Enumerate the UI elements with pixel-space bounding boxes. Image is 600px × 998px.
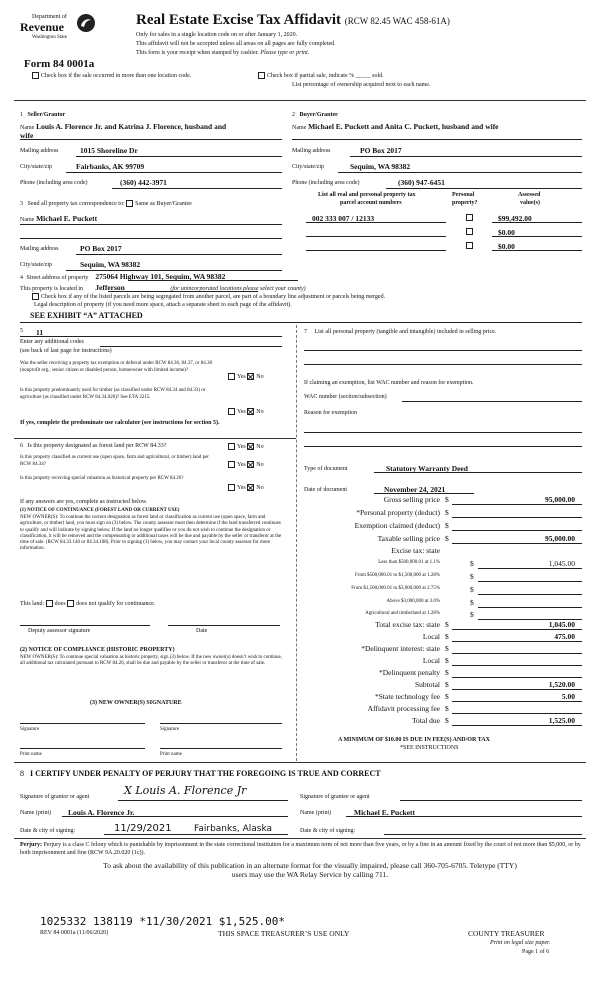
correspondence-row: 3 Send all property tax correspondence to: Same as Buyer/Grantee: [20, 200, 192, 207]
sec6-q2-yes-checkbox[interactable]: [228, 461, 235, 468]
deputy-date-label: Date: [196, 628, 208, 634]
dollar-b5: $: [470, 610, 474, 619]
buyer-heading: 2 Buyer/Grantee: [292, 112, 338, 118]
multi-location-row[interactable]: Check box if the sale occurred in more than one location code.: [32, 72, 191, 79]
subtotal-value[interactable]: 1,520.00: [548, 680, 575, 689]
minimum-due-note: A MINIMUM OF $10.00 IS DUE IN FEE(S) AND/OR TAX: [338, 737, 490, 743]
exemption-label: If claiming an exemption, list WAC number and reason for exemption.: [304, 380, 474, 386]
dept-line2: Revenue: [20, 20, 64, 34]
doc-date[interactable]: November 24, 2021: [384, 485, 446, 494]
corr-city[interactable]: Sequim, WA 98382: [80, 260, 141, 269]
total-excise-label: Total excise tax: state: [375, 620, 440, 629]
notice1-title: (1) NOTICE OF CONTINUANCE (FOREST LAND OR CURRENT USE): [20, 508, 180, 513]
dollar-t4: $: [445, 668, 449, 677]
corr-mailing-label: Mailing address: [20, 246, 59, 252]
taxable-price-value[interactable]: 95,000.00: [545, 534, 575, 543]
segregated-row[interactable]: Check box if any of the listed parcels are being segregated from another parcel, are part of a boundary line adjustment or parcels being merged.: [32, 293, 385, 300]
street-row: 4 Street address of property 275064 Highway 101, Sequim, WA 98382: [20, 272, 226, 281]
does-checkbox[interactable]: [46, 600, 53, 607]
buyer-phone[interactable]: (360) 947-6451: [398, 178, 445, 187]
seller-city-label: City/state/zip: [20, 164, 52, 170]
buyer-city-label: City/state/zip: [292, 164, 324, 170]
title-ref: (RCW 82.45 WAC 458-61A): [344, 16, 450, 26]
delinquent-penalty-label: *Delinquent penalty: [378, 668, 440, 677]
grantee-print-name[interactable]: Michael E. Puckett: [354, 808, 416, 817]
section5-num: 5: [20, 328, 23, 334]
county-row: This property is located in Jefferson (for unincorporated locations please select your county): [20, 283, 306, 292]
seller-phone[interactable]: (360) 442-3971: [120, 178, 167, 187]
delinquent-local-label: Local: [422, 656, 440, 665]
buyer-phone-label: Phone (including area code): [292, 180, 360, 186]
dor-emblem-icon: [76, 13, 96, 33]
see-back-label: (see back of last page for instructions): [20, 348, 112, 354]
dollar-2: $: [445, 508, 449, 517]
notice2-body: NEW OWNER(S): To continue special valuation as historic property, sign (3) below. If the new owner(s) doesn’t wish to continue, all additional tax calculated pursuant to RCW 84.26, shall be due and payable by the seller or transferor at the time of sale.: [20, 655, 282, 667]
form-number: Form 84 0001a: [24, 58, 95, 70]
seller-phone-label: Phone (including area code): [20, 180, 88, 186]
wac-label: WAC number (section/subsection): [304, 394, 387, 400]
grantor-signature[interactable]: X Louis A. Florence Jr: [124, 784, 247, 797]
form-title: [136, 12, 450, 29]
dollar-b1: $: [470, 559, 474, 568]
seller-mailing-label: Mailing address: [20, 148, 59, 154]
sec5-q1-yes-checkbox[interactable]: [228, 373, 235, 380]
gross-price-value[interactable]: 95,000.00: [545, 495, 575, 504]
sec5-q1-no-checkbox[interactable]: [247, 373, 254, 380]
multi-location-checkbox[interactable]: [32, 72, 39, 79]
subtotal-label: Subtotal: [414, 680, 440, 689]
technology-fee-label: *State technology fee: [375, 692, 440, 701]
owner-print-label-2: Print name: [160, 752, 182, 757]
buyer-mailing[interactable]: PO Box 2017: [360, 146, 402, 155]
county-treasurer: COUNTY TREASURER: [468, 929, 545, 938]
dollar-t0: $: [445, 620, 449, 629]
does-not-checkbox[interactable]: [67, 600, 74, 607]
sec6-q1-no-checkbox[interactable]: [247, 443, 254, 450]
dollar-t3: $: [445, 656, 449, 665]
owner-sig-label-1: Signature: [20, 727, 40, 732]
grantor-print-name[interactable]: Louis A. Florence Jr.: [68, 808, 135, 817]
dept-line3: Washington State: [32, 35, 68, 40]
assessed-value-2[interactable]: $0.00: [498, 228, 515, 237]
dollar-b3: $: [470, 585, 474, 594]
perjury-note: Perjury: Perjury is a class C felony which is punishable by imprisonment in the state correctional institution for a maximum term of not more than five years, or by a fine in an amount fixed by the court of not more than $5,000, or by both imprisonment and fine (RCW 9A.20.020 (1c)).: [20, 842, 581, 856]
parcel-col3: Assessed: [518, 192, 541, 198]
personal-property-checkbox-2[interactable]: [466, 228, 473, 235]
parcel-col1b: parcel account numbers: [340, 200, 402, 206]
legal-exhibit[interactable]: SEE EXHIBIT “A” ATTACHED: [30, 311, 143, 320]
seller-mailing[interactable]: 1015 Shoreline Dr: [80, 146, 138, 155]
sec6-q3-no-checkbox[interactable]: [247, 484, 254, 491]
sec6-q3: Is this property receiving special valuation as historical property per RCW 84.26?: [20, 476, 184, 481]
assessed-value-1[interactable]: $99,492.00: [498, 214, 532, 223]
grantor-print-label: Name (print): [20, 810, 52, 816]
parcel-number-1[interactable]: 002 333 007 / 12133: [312, 214, 375, 223]
note-2: This affidavit will not be accepted unless all areas on all pages are fully completed.: [136, 41, 336, 47]
same-as-buyer-checkbox[interactable]: [126, 200, 133, 207]
delinquent-interest-label: *Delinquent interest: state: [361, 644, 440, 653]
legal-desc-label: Legal description of property (if you need more space, attach a separate sheet to each page of the affidavit).: [34, 302, 292, 308]
grantor-city[interactable]: Fairbanks, Alaska: [194, 824, 273, 834]
sec5-q2-answer[interactable]: Yes No: [228, 408, 264, 415]
corr-city-label: City/state/zip: [20, 262, 52, 268]
notice1-body: NEW OWNER(S): To continue the current designation as forest land or classification as current use (open space, farm and agriculture, or timber) land, you must sign on (3) below. The county assessor must then determine if the land transferred continues to qualify and will indicate by signing below. If the land no longer qualifies or you do not wish to continue the designation or classification, it will be removed and the compensating or additional taxes will be due and payable by the seller or transferor at the time of sale. (RCW 84.33.140 or 84.34.108). Prior to signing (3) below, you may contact your local county assessor for more information.: [20, 515, 282, 552]
grantee-date-label: Date & city of signing:: [300, 828, 356, 834]
seller-name[interactable]: Louis A. Florence Jr. and Katrina J. Florence, husband and: [36, 122, 227, 131]
segregated-checkbox[interactable]: [32, 293, 39, 300]
seller-name-cont: wife: [20, 131, 34, 140]
total-excise-value[interactable]: 1,045.00: [548, 620, 575, 629]
legal-paper-note: Print on legal size paper.: [490, 940, 551, 946]
technology-fee-value[interactable]: 5.00: [561, 692, 575, 701]
parcel-col3b: value(s): [520, 200, 540, 206]
grantee-print-label: Name (print): [300, 810, 332, 816]
note-3: This form is your receipt when stamped by cashier. Please type or print.: [136, 50, 310, 56]
dept-line1: Department of: [32, 14, 67, 20]
buyer-mailing-label: Mailing address: [292, 148, 331, 154]
sec6-q1-row: 6 Is this property designated as forest land per RCW 84.33?: [20, 443, 167, 449]
sec6-q1-yes-checkbox[interactable]: [228, 443, 235, 450]
processing-fee-label: Affidavit processing fee: [367, 704, 440, 713]
personal-property-checkbox-1[interactable]: [466, 214, 473, 221]
grantor-date[interactable]: 11/29/2021: [114, 823, 172, 834]
bracket-1-label: Less than $500,000.01 at 1.1%: [378, 560, 440, 565]
accessibility-note: To ask about the availability of this publication in an alternate format for the visually impaired, please call 360-705-6705. Teletype (TTY) users may use the WA Relay Service by calling 711.: [103, 861, 517, 879]
sec6-q2-answer[interactable]: Yes No: [228, 461, 264, 468]
partial-sale-checkbox[interactable]: [258, 72, 265, 79]
bracket-1-value[interactable]: 1,045.00: [548, 559, 575, 568]
page-number: Page 1 of 6: [522, 949, 550, 955]
doc-date-label: Date of document: [304, 487, 347, 493]
dollar-b4: $: [470, 598, 474, 607]
property-county[interactable]: Jefferson: [95, 283, 125, 292]
location-code[interactable]: 11: [36, 328, 44, 337]
dollar-t8: $: [445, 716, 449, 725]
buyer-name-row: Name Michael E. Puckett and Anita C. Puckett, husband and wife: [292, 122, 499, 131]
parcel-col2b: property?: [452, 200, 478, 206]
dor-logo: [14, 12, 106, 46]
sec5-q2-no-checkbox[interactable]: [247, 408, 254, 415]
sec7-label: 7 List all personal property (tangible and intangible) included in selling price.: [304, 329, 497, 335]
sec5-q1: Was the seller receiving a property tax exemption or deferral under RCW 84.36, 84.37, or 84.38 (nonprofit org., senior citizen or disabled person, homeowner with limited income)?: [20, 361, 212, 373]
sec5-q2-yes-checkbox[interactable]: [228, 408, 235, 415]
gross-price-label: Gross selling price: [383, 495, 440, 504]
reason-label: Reason for exemption: [304, 410, 357, 416]
buyer-name[interactable]: Michael E. Puckett and Anita C. Puckett, husband and wife: [308, 122, 499, 131]
bracket-2-label: From $500,000.01 to $1,500,000 at 1.28%: [355, 573, 440, 578]
dollar-b2: $: [470, 572, 474, 581]
notice2-title: (2) NOTICE OF COMPLIANCE (HISTORIC PROPERTY): [20, 647, 175, 653]
sec6-q2: Is this property classified as current use (open space, farm and agricultural, or timber) land per RCW 84.34?: [20, 455, 209, 467]
title-text: Real Estate Excise Tax Affidavit: [136, 12, 341, 28]
dollar-t6: $: [445, 692, 449, 701]
local-tax-value[interactable]: 475.00: [554, 632, 575, 641]
seller-heading: 1 Seller/Grantor: [20, 112, 66, 118]
sec6-q2-no-checkbox[interactable]: [247, 461, 254, 468]
dollar-t2: $: [445, 644, 449, 653]
dollar-t5: $: [445, 680, 449, 689]
exemption-deduct-label: Exemption claimed (deduct): [354, 521, 440, 530]
sec6-if-any: If any answers are yes, complete as instructed below.: [20, 499, 148, 505]
dollar-t7: $: [445, 704, 449, 713]
excise-state-label: Excise tax: state: [391, 546, 440, 555]
treasurer-use-only: THIS SPACE TREASURER’S USE ONLY: [218, 929, 350, 938]
assessed-value-3[interactable]: $0.00: [498, 242, 515, 251]
grantee-sig-label: Signature of grantee or agent: [300, 794, 370, 800]
doc-type[interactable]: Statutory Warranty Deed: [386, 464, 468, 473]
partial-sale-row[interactable]: Check box if partial sale, indicate % _____ sold.: [258, 72, 384, 79]
sec5-q2: Is this property predominantly used for timber (as classified under RCW 84.34 and 84.33) or agriculture (as classified under RCW 84.34.020)? See ETA 3215.: [20, 388, 206, 400]
corr-name-row: Name Michael E. Puckett: [20, 214, 98, 223]
grantor-sig-label: Signature of grantor or agent: [20, 794, 90, 800]
sec6-q3-yes-checkbox[interactable]: [228, 484, 235, 491]
dollar-1: $: [445, 495, 449, 504]
personal-property-checkbox-3[interactable]: [466, 242, 473, 249]
personal-deduct-label: *Personal property (deduct): [356, 508, 440, 517]
parcel-col1: List all real and personal property tax: [318, 192, 416, 198]
taxable-price-label: Taxable selling price: [377, 534, 440, 543]
parcel-col2: Personal: [452, 192, 475, 198]
note-1: Only for sales in a single location code on or after January 1, 2020.: [136, 32, 298, 38]
corr-mailing[interactable]: PO Box 2017: [80, 244, 122, 253]
bracket-4-label: Above $3,000,000 at 3.0%: [386, 599, 440, 604]
buyer-city[interactable]: Sequim, WA 98382: [350, 162, 411, 171]
see-instructions-note: *SEE INSTRUCTIONS: [400, 745, 459, 751]
seller-name-row: Name Louis A. Florence Jr. and Katrina J. Florence, husband and: [20, 122, 227, 131]
owner-sig-label-2: Signature: [160, 727, 180, 732]
seller-city[interactable]: Fairbanks, AK 99709: [76, 162, 145, 171]
sec5-if-yes: If yes, complete the predominate use calculator (see instructions for section 5).: [20, 420, 220, 426]
treasurer-stamp: 1025332 138119 *11/30/2021 $1,525.00*: [40, 915, 286, 928]
total-due-value[interactable]: 1,525.00: [548, 716, 575, 725]
dollar-3: $: [445, 521, 449, 530]
owner-print-label-1: Print name: [20, 752, 42, 757]
corr-name[interactable]: Michael E. Puckett: [36, 214, 98, 223]
additional-codes-label: Enter any additional codes: [20, 339, 84, 345]
local-tax-label: Local: [422, 632, 440, 641]
sec6-q1-answer[interactable]: Yes No: [228, 443, 264, 450]
deputy-sig-label: Deputy assessor signature: [28, 628, 91, 634]
total-due-label: Total due: [411, 716, 440, 725]
sec5-q1-answer[interactable]: Yes No: [228, 373, 264, 380]
rev-number: REV 84 0001a (11/06/2020): [40, 930, 109, 936]
bracket-3-label: From $1,500,000.01 to $3,000,000 at 2.75%: [351, 586, 440, 591]
dollar-4: $: [445, 534, 449, 543]
certify-heading: 8 I CERTIFY UNDER PENALTY OF PERJURY THAT THE FOREGOING IS TRUE AND CORRECT: [20, 769, 381, 778]
grantor-date-label: Date & city of signing:: [20, 828, 76, 834]
new-owner-sig-title: (3) NEW OWNER(S) SIGNATURE: [90, 700, 182, 706]
sec6-q3-answer[interactable]: Yes No: [228, 484, 264, 491]
doc-type-label: Type of document: [304, 466, 348, 472]
ownership-note: List percentage of ownership acquired next to each name.: [292, 82, 431, 88]
property-street[interactable]: 275064 Highway 101, Sequim, WA 98382: [95, 272, 226, 281]
continuance-row: This land: does does not qualify for continuance.: [20, 600, 156, 607]
bracket-5-label: Agricultural and timberland at 1.28%: [365, 611, 440, 616]
dollar-t1: $: [445, 632, 449, 641]
